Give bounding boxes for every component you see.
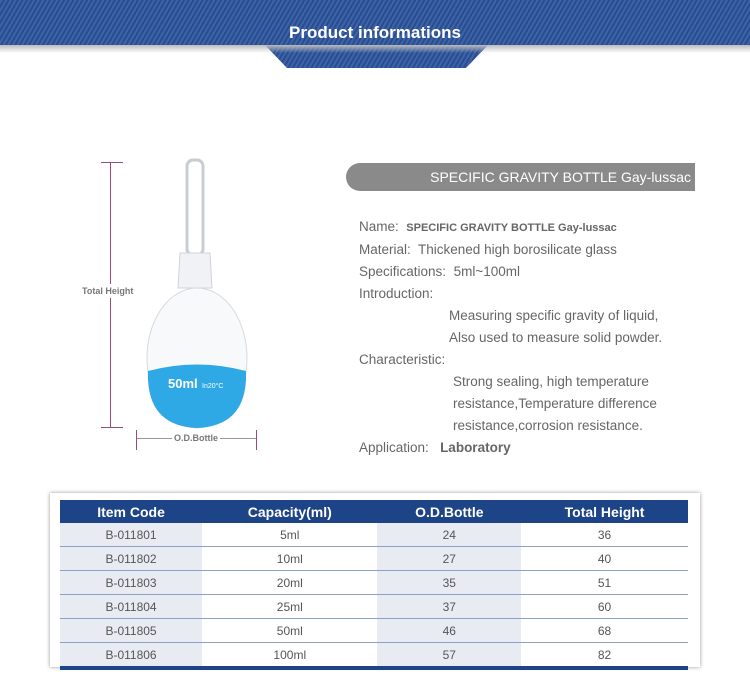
name-label: Name: bbox=[359, 219, 399, 234]
cell-od-bottle: 27 bbox=[377, 547, 521, 571]
cell-item-code: B-011803 bbox=[60, 571, 202, 595]
width-tick-right bbox=[256, 430, 257, 450]
page-title: Product informations bbox=[289, 23, 461, 42]
col-item-code: Item Code bbox=[60, 500, 202, 523]
characteristic-line: resistance,corrosion resistance. bbox=[453, 418, 643, 433]
intro-label: Introduction: bbox=[359, 286, 434, 301]
spec-table bbox=[60, 500, 688, 670]
col-od-bottle: O.D.Bottle bbox=[377, 500, 521, 523]
cell-item-code: B-011805 bbox=[60, 619, 202, 643]
characteristic-label: Characteristic: bbox=[359, 352, 446, 367]
cell-od-bottle: 37 bbox=[377, 595, 521, 619]
table-header-row bbox=[60, 500, 688, 523]
cell-item-code: B-011806 bbox=[60, 643, 202, 669]
cell-capacity: 20ml bbox=[202, 571, 377, 595]
col-total-height: Total Height bbox=[521, 500, 688, 523]
cell-total-height: 68 bbox=[521, 619, 688, 643]
table-row bbox=[60, 523, 688, 547]
height-tick-bottom bbox=[101, 427, 123, 428]
width-tick-left bbox=[136, 430, 137, 450]
cell-item-code: B-011804 bbox=[60, 595, 202, 619]
cell-total-height: 36 bbox=[521, 523, 688, 547]
product-banner: SPECIFIC GRAVITY BOTTLE Gay-lussac bbox=[346, 163, 695, 191]
cell-capacity: 50ml bbox=[202, 619, 377, 643]
cell-total-height: 51 bbox=[521, 571, 688, 595]
cell-capacity: 100ml bbox=[202, 643, 377, 669]
od-bottle-label: O.D.Bottle bbox=[174, 433, 218, 443]
table-row bbox=[60, 619, 688, 643]
application-value: Laboratory bbox=[440, 440, 511, 455]
name-value: SPECIFIC GRAVITY BOTTLE Gay-lussac bbox=[406, 222, 617, 234]
height-tick-top bbox=[101, 162, 123, 163]
intro-line: Also used to measure solid powder. bbox=[449, 330, 663, 345]
table-row bbox=[60, 571, 688, 595]
specific-gravity-bottle-image bbox=[140, 158, 255, 430]
spec-value: 5ml~100ml bbox=[453, 264, 520, 279]
product-info bbox=[359, 216, 662, 459]
cell-item-code: B-011801 bbox=[60, 523, 202, 547]
spec-label: Specifications: bbox=[359, 264, 447, 279]
characteristic-line: Strong sealing, high temperature bbox=[453, 374, 649, 389]
cell-od-bottle: 57 bbox=[377, 643, 521, 669]
cell-od-bottle: 24 bbox=[377, 523, 521, 547]
material-label: Material: bbox=[359, 242, 411, 257]
cell-total-height: 40 bbox=[521, 547, 688, 571]
cell-item-code: B-011802 bbox=[60, 547, 202, 571]
cell-total-height: 82 bbox=[521, 643, 688, 669]
bottle-volume-text: 50ml bbox=[168, 376, 198, 391]
table-row bbox=[60, 595, 688, 619]
bottle-temp-text: In20°C bbox=[202, 383, 224, 390]
total-height-label: Total Height bbox=[82, 286, 134, 296]
cell-capacity: 10ml bbox=[202, 547, 377, 571]
cell-total-height: 60 bbox=[521, 595, 688, 619]
characteristic-line: resistance,Temperature difference bbox=[453, 396, 657, 411]
intro-line: Measuring specific gravity of liquid, bbox=[449, 308, 659, 323]
cell-capacity: 25ml bbox=[202, 595, 377, 619]
application-label: Application: bbox=[359, 440, 429, 455]
material-value: Thickened high borosilicate glass bbox=[418, 242, 617, 257]
table-row bbox=[60, 643, 688, 669]
header-shadow bbox=[0, 45, 750, 53]
cell-capacity: 5ml bbox=[202, 523, 377, 547]
col-capacity: Capacity(ml) bbox=[202, 500, 377, 523]
cell-od-bottle: 46 bbox=[377, 619, 521, 643]
table-row bbox=[60, 547, 688, 571]
cell-od-bottle: 35 bbox=[377, 571, 521, 595]
